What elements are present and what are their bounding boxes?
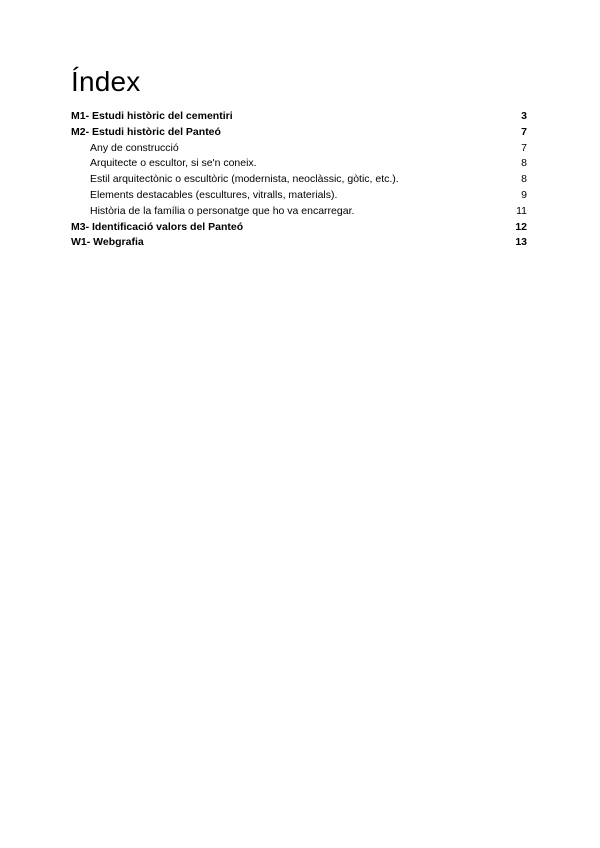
toc-subentry[interactable] [71,156,527,172]
toc-entry-page: 12 [515,220,527,233]
toc-entry[interactable] [71,235,527,251]
toc-subentry[interactable] [71,204,527,220]
toc-entry-label: M3- Identificació valors del Panteó [71,220,244,233]
table-of-contents [71,109,527,251]
toc-entry-page: 3 [521,110,527,122]
toc-subentry-page: 11 [516,204,527,217]
toc-subentry-page: 8 [521,173,527,186]
toc-entry-page: 7 [521,125,527,138]
toc-subentry-page: 9 [521,188,527,201]
toc-entry[interactable] [71,220,527,236]
toc-entry[interactable] [71,125,527,141]
toc-subentry-page: 7 [521,141,527,154]
toc-subentry-label: Estil arquitectònic o escultòric (modernista, neoclàssic, gòtic, etc.). [90,173,399,186]
toc-subentry-label: Elements destacables (escultures, vitralls, materials). [90,188,338,201]
toc-entry-label: M1- Estudi històric del cementiri [71,110,233,122]
toc-entry[interactable] [71,109,527,125]
toc-entry-label: M2- Estudi històric del Panteó [71,125,221,138]
toc-subentry[interactable] [71,188,527,204]
toc-subentry[interactable] [71,172,527,188]
toc-subentry-page: 8 [521,157,527,170]
page-title: Índex [71,66,141,97]
toc-entry-label: W1- Webgrafia [71,236,144,249]
toc-subentry-label: Any de construcció [90,141,179,154]
toc-subentry-label: Arquitecte o escultor, si se'n coneix. [90,157,257,170]
toc-subentry-label: Història de la família o personatge que ho va encarregar. [90,204,355,217]
toc-entry-page: 13 [515,236,527,249]
toc-subentry[interactable] [71,141,527,157]
